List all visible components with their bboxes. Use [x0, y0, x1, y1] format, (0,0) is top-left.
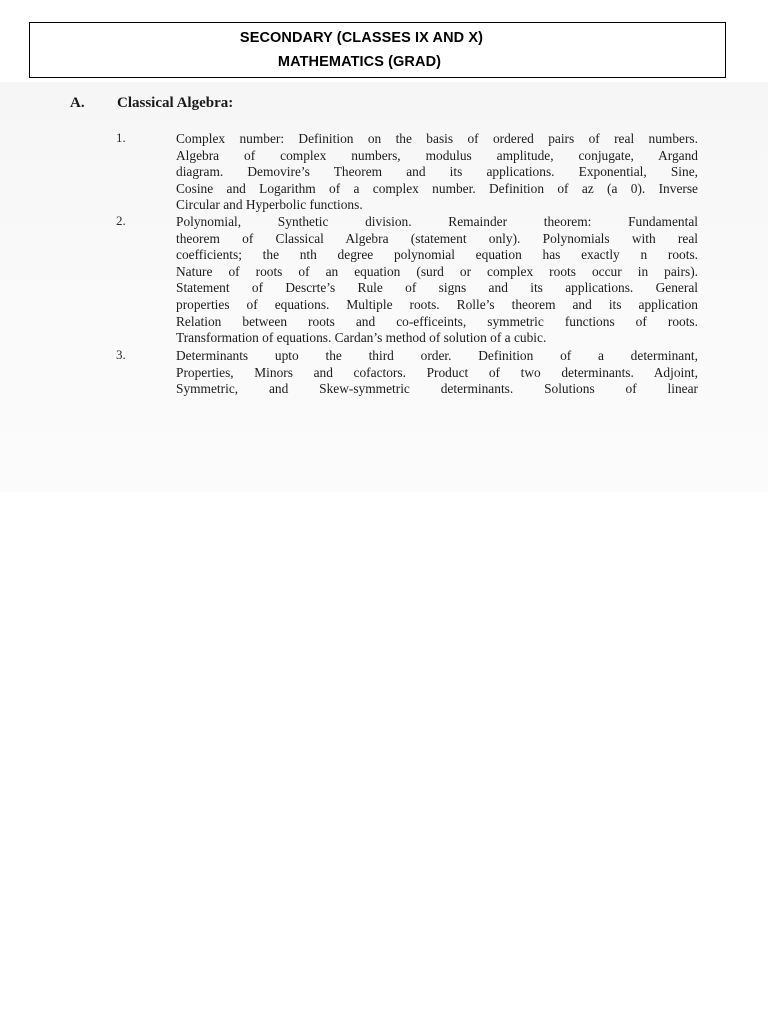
section-title: Classical Algebra: [117, 95, 234, 111]
text-line: Statement of Descrte’s Rule of signs and its applications. General [176, 280, 698, 296]
text-line: Complex number: Definition on the basis of ordered pairs of real numbers. [176, 131, 698, 146]
text-line: diagram. Demovire’s Theorem and its applications. Exponential, Sine, [176, 164, 698, 180]
item-text [176, 348, 698, 398]
text-line: Transformation of equations. Cardan’s method of solution of a cubic. [176, 330, 547, 346]
text-line: Properties, Minors and cofactors. Product of two determinants. Adjoint, [176, 364, 698, 380]
item-text [176, 131, 698, 214]
text-line: Cosine and Logarithm of a complex number. Definition of az (a 0). Inverse [176, 180, 698, 196]
text-line: Symmetric, and Skew-symmetric determinants. Solutions of linear [176, 381, 698, 397]
text-line: Relation between roots and co-efficeints, symmetric functions of roots. [176, 313, 698, 329]
item-number: 2. [116, 213, 126, 228]
text-line: Algebra of complex numbers, modulus amplitude, conjugate, Argand [176, 147, 698, 163]
text-line: coefficients; the nth degree polynomial equation has exactly n roots. [176, 247, 698, 263]
item-text [176, 214, 698, 347]
item-number: 1. [116, 130, 126, 145]
text-line: Determinants upto the third order. Definition of a determinant, [176, 348, 698, 363]
header-box [29, 22, 726, 78]
text-line: Nature of roots of an equation (surd or complex roots occur in pairs). [176, 263, 698, 279]
text-line: Circular and Hyperbolic functions. [176, 197, 363, 213]
text-line: Polynomial, Synthetic division. Remainder theorem: Fundamental [176, 214, 698, 229]
text-line: properties of equations. Multiple roots. Rolle’s theorem and its application [176, 296, 698, 312]
item-number: 3. [116, 347, 126, 362]
header-title-line-1: SECONDARY (CLASSES IX AND X) [239, 30, 484, 46]
header-title-line-2: MATHEMATICS (GRAD) [277, 54, 442, 70]
text-line: theorem of Classical Algebra (statement only). Polynomials with real [176, 230, 698, 246]
section-letter: A. [70, 95, 85, 111]
